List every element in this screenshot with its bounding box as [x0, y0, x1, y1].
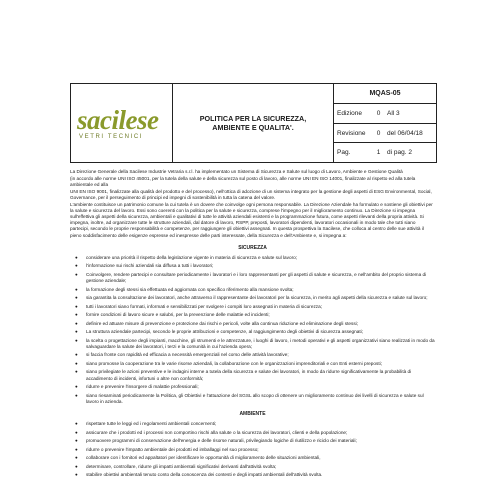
- logo-wordmark: sacilese: [77, 104, 159, 135]
- title-line-2: AMBIENTE E QUALITA'.: [212, 123, 294, 132]
- list-item: ● Coinvolgere, rendere partecipi e consultare periodicamente i lavoratori e i loro rappresentanti per gli aspetti di salute e sicurezza, e nell'ambito del proprio sistema di gestione aziendale;: [86, 272, 435, 284]
- meta-value: All 3: [387, 109, 400, 117]
- meta-number: 0: [376, 129, 381, 137]
- list-item: ● considerare una priorità il rispetto della legislazione vigente in materia di sicurezza e salute sul lavoro;: [86, 255, 435, 261]
- list-item: ● l'informazione sui rischi aziendali sia diffusa a tutti i lavoratori;: [86, 263, 435, 269]
- list-item: ● stabilire obiettivi ambientali tenuto conto della conoscenza dei contesti e degli impatti ambientali dell'attività svolta.: [86, 472, 435, 478]
- meta-value: di pag. 2: [387, 149, 412, 157]
- meta-value: del 06/04/18: [387, 129, 423, 137]
- list-item: ● La struttura aziendale partecipi, secondo le proprie attribuzioni e competenze, al raggiungimento degli obiettivi di sicurezza assegnati;: [86, 329, 435, 335]
- list-item: ● collaborare con i fornitori ed appaltatori per identificare le opportunità di miglioramento delle situazioni ambientali,: [86, 455, 435, 461]
- list-item: ● la scelta o progettazione degli impianti, macchine, gli strumenti e le attrezzature, i luoghi di lavoro, i metodi operativi e gli aspetti organizzativi siano realizzati in modo da salvaguardare la salute dei lavoratori, i terzi e la comunità in cui l'azienda opera;: [86, 338, 435, 350]
- list-item: ● si faccia fronte con rapidità ed efficacia a necessità emergenziali nel corso delle attività lavorative;: [86, 352, 435, 358]
- list-item: ● siano promosse la cooperazione tra le varie risorse aziendali, la collaborazione con le organizzazioni imprenditoriali e con Enti esterni preposti;: [86, 361, 435, 367]
- meta-label: Edizione: [337, 109, 362, 117]
- meta-number: 0: [376, 109, 381, 117]
- section-title-ambiente: AMBIENTE: [239, 410, 266, 417]
- intro-paragraph: UNI EN ISO 9001, finalizzate alla qualità del prodotto e del processo), nell'ottica di adozione di un sistema integrato per la gestione degli aspetti di ESG Environmental, Social, Governance, per il perseguimento di principi ed impegni di sostenibilità in tutta la catena del valore.: [70, 188, 432, 200]
- meta-row-revisione: [334, 124, 436, 144]
- document-body: [70, 169, 435, 481]
- list-item: ● definire ed attuare misure di prevenzione e protezione dai rischi e pericoli, volte alla continua riduzione ed eliminazione degli stessi;: [86, 321, 435, 327]
- company-logo: [71, 84, 173, 162]
- document-code: MQAS-05: [334, 84, 436, 104]
- sicurezza-list: [70, 255, 435, 405]
- list-item: ● rispettare tutte le leggi ed i regolamenti ambientali concernenti;: [86, 421, 435, 427]
- intro-section: [70, 169, 435, 239]
- logo-tagline: VETRI TECNICI: [79, 133, 144, 140]
- list-item: ● fornire condizioni di lavoro sicure e salubri, per la prevenzione delle malattie ed incidenti;: [86, 312, 435, 318]
- list-item: ● determinare, controllare, ridurre gli impatti ambientali significativi derivanti dall'attività svolta;: [86, 464, 435, 470]
- list-item: ● siano privilegiate le azioni preventive e le indagini interne a tutela della sicurezza e salute dei lavoratori, in modo da ridurre significativamente la probabilità di accadimento di incidenti, infortuni o altre non conformità;: [86, 369, 435, 381]
- list-item: ● sia garantita la consultazione dei lavoratori, anche attraverso il rappresentante dei lavoratori per la sicurezza, in merito agli aspetti della sicurezza e salute sul lavoro;: [86, 295, 435, 301]
- document-title: [173, 84, 334, 162]
- document-meta: [334, 84, 436, 162]
- intro-paragraph: (in accordo alle norme UNI ISO 45001, per la tutela della salute e della sicurezza sul posto di lavoro, alle norme UNI EN ISO 14001, finalizzate al rispetto ed alla tutela ambientale ed alla: [70, 175, 416, 187]
- intro-paragraph: La Direzione Generale della Sacilese Industrie Vetraria s.r.l. ha implementato un Sistema di Sicurezza e Salute sul luogo di Lavoro, Ambiente e Gestione Qualità: [70, 169, 403, 174]
- list-item: ● assicurare che i prodotti ed i processi non comportino rischi alla salute o la sicurezza dei lavoratori, clienti e della popolazione;: [86, 430, 435, 436]
- list-item: ● ridurre o prevenire l'impatto ambientale dei prodotti ed imballaggi nel suo processo;: [86, 447, 435, 453]
- section-title-sicurezza: SICUREZZA: [238, 244, 267, 251]
- meta-row-pagina: [334, 143, 436, 162]
- list-item: ● la formazione degli stessi sia effettuata ed aggiornata con specifico riferimento alla mansione svolta;: [86, 287, 435, 293]
- list-item: ● promuovere programmi di conservazione dell'energia e delle risorse naturali, privilegiando logiche di riutilizzo e riciclo dei materiali;: [86, 438, 435, 444]
- meta-label: Revisione: [337, 129, 366, 137]
- list-item: ● ridurre e prevenire l'insorgere di malattie professionali;: [86, 384, 435, 390]
- ambiente-list: [70, 421, 435, 478]
- intro-paragraph: L'ambiente costituisce un patrimonio comune la cui tutela è un dovere che coinvolge ogni persona responsabile. La Direzione Aziendale ha formulato e sostiene gli obiettivi per la salute e sicurezza del lavoro. Essi sono coerenti con la politica per la salute e sicurezza, comprese l'impegno per il miglioramento continuo. La Direzione si impegna sull'effettiva gli aspetti della sicurezza, ambientali e qualitativi di tutte le attività aziendali esistenti e la programmazione futura, come aspetti rilevanti della propria attività. Si impegna, inoltre, ad organizzare tutte le strutture aziendali, dal datore di lavoro, RSPP, preposti, lavoratori dipendenti, lavoratori occasionali in modo tale che tutti siano partecipi, secondo le proprie responsabilità e competenze, per raggiungere gli obiettivi assegnati. In questa prospettiva la Sacilese, che colloca al centro delle sue attività il pieno soddisfacimento delle esigenze espresse ed inespresse delle parti interessate, della Sicurezza e dell'Ambiente e, si impegna a:: [70, 201, 433, 238]
- list-item: ● tutti i lavoratori siano formati, informati e sensibilizzati per svolgere i compiti loro assegnati in materia di sicurezza;: [86, 304, 435, 310]
- title-line-1: POLITICA PER LA SICUREZZA,: [199, 114, 307, 123]
- meta-row-edizione: [334, 104, 436, 124]
- document-header: [70, 83, 437, 163]
- meta-number: 1: [376, 149, 381, 157]
- list-item: ● siano riesaminati periodicamente la Politica, gli Obiettivi e l'attuazione del SGSL allo scopo di ottenere un miglioramento continuo dei livelli di sicurezza e salute sul lavoro in azienda.: [86, 393, 435, 405]
- meta-label: Pag.: [337, 149, 351, 157]
